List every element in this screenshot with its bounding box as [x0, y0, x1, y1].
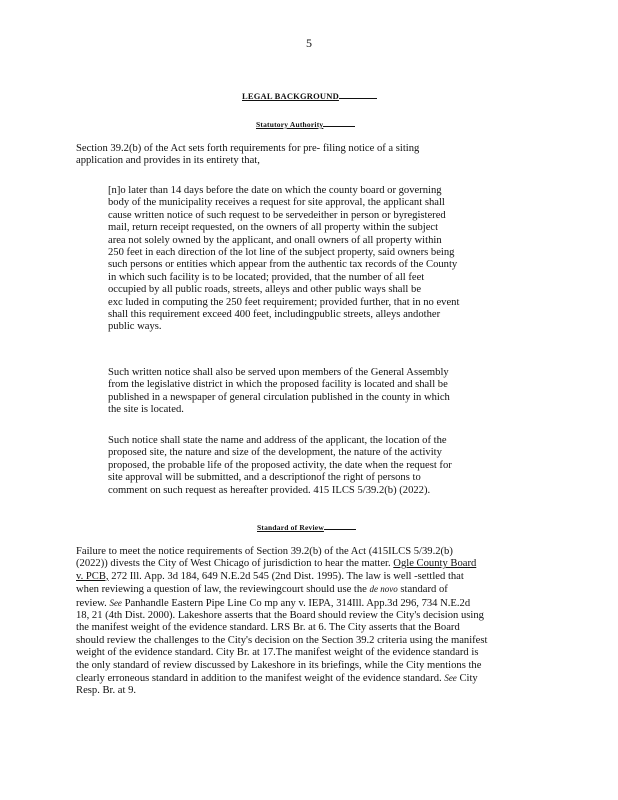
quote-line: such persons or entities which appear from the authentic tax records of the County [108, 259, 458, 271]
review-line [76, 571, 534, 583]
review-text: when reviewing a question of law, the reviewingcourt should use the [76, 584, 370, 596]
page-number: 5 [306, 36, 312, 50]
quote-line: comment on such request as hereafter provided. 415 ILCS 5/39.2(b) (2022). [108, 484, 431, 496]
review-line: 18, 21 (4th Dist. 2000). Lakeshore asserts that the Board should review the City's decision using [76, 610, 484, 622]
review-line [76, 597, 534, 610]
review-text: 272 Ill. App. 3d 184, 649 N.E.2d 545 (2nd Dist. 1995). The law is well -settled that [108, 570, 464, 582]
see-signal: See [109, 597, 122, 608]
review-line: weight of the evidence standard. City Br. at 17.The manifest weight of the evidence standard is [76, 647, 479, 659]
intro-line: application and provides in its entirety that, [76, 155, 260, 167]
quote-line: the site is located. [108, 404, 184, 416]
see-signal: See [444, 673, 457, 684]
review-text: standard of [397, 584, 448, 596]
review-text: clearly erroneous standard in addition to the manifest weight of the evidence standard. [76, 673, 445, 685]
quote-line: published in a newspaper of general circulation published in the county in which [108, 391, 450, 403]
review-text: Panhandle Eastern Pipe Line Co mp any v. IEPA, 314Ill. App.3d 296, 734 N.E.2d [121, 597, 471, 609]
quote-line: exc luded in computing the 250 feet requirement; provided further, that in no event [108, 296, 460, 308]
review-line [76, 672, 534, 685]
quote-line: 250 feet in each direction of the lot line of the subject property, said owners being [108, 247, 455, 259]
block-quote-general-assembly [108, 367, 501, 417]
quote-line: proposed, the probable life of the proposed activity, the date when the request for [108, 459, 452, 471]
quote-line: from the legislative district in which the proposed facility is located and shall be [108, 379, 448, 391]
quote-line: cause written notice of such request to be servedeither in person or byregistered [108, 209, 446, 221]
quote-line: public ways. [108, 321, 162, 333]
quote-line: area not solely owned by the applicant, and onall owners of all property within [108, 234, 442, 246]
heading-standard-of-review [257, 521, 356, 532]
quote-line: in which such facility is to be located; provided, that the number of all feet [108, 271, 425, 283]
block-quote-notice-requirements [108, 185, 501, 334]
case-citation-ogle-county-cont: v. PCB, [76, 570, 109, 582]
heading-legal-background-text: LEGAL BACKGROUND [242, 91, 339, 101]
review-line [76, 558, 534, 570]
quote-line: body of the municipality receives a request for site approval, the applicant shall [108, 197, 445, 209]
review-text: City [456, 673, 478, 685]
review-line [76, 583, 534, 596]
block-quote-notice-contents [108, 435, 501, 497]
review-line: should review the challenges to the City's decision on the Section 39.2 criteria using the manifest [76, 634, 488, 646]
heading-statutory-authority-text: Statutory Authority [256, 120, 324, 129]
quote-line: site approval will be submitted, and a descriptionof the right of persons to [108, 472, 421, 484]
intro-line: Section 39.2(b) of the Act sets forth requirements for pre- filing notice of a siting [76, 143, 420, 154]
review-line: Resp. Br. at 9. [76, 685, 137, 697]
review-text: (2022)) divests the City of West Chicago of jurisdiction to hear the matter. [76, 558, 394, 570]
review-line: the only standard of review discussed by Lakeshore in its briefings, while the City mentions the [76, 659, 482, 671]
review-line: Failure to meet the notice requirements of Section 39.2(b) of the Act (415ILCS 5/39.2(b) [76, 546, 453, 557]
intro-paragraph [76, 143, 494, 168]
de-novo-term: de novo [369, 584, 398, 595]
heading-standard-of-review-text: Standard of Review [257, 523, 324, 532]
quote-line: mail, return receipt requested, on the owners of all property within the subject [108, 222, 439, 234]
heading-statutory-authority [256, 118, 355, 129]
quote-line: [n]o later than 14 days before the date on which the county board or governing [108, 185, 442, 196]
review-text: review. [76, 597, 110, 609]
quote-line: Such notice shall state the name and address of the applicant, the location of the [108, 435, 447, 446]
quote-line: shall this requirement exceed 400 feet, includingpublic streets, alleys andother [108, 309, 441, 321]
case-citation-ogle-county: Ogle County Board [393, 558, 477, 570]
review-line: the manifest weight of the evidence standard. LRS Br. at 6. The City asserts that the Board [76, 622, 460, 634]
quote-line: Such written notice shall also be served upon members of the General Assembly [108, 367, 449, 378]
heading-legal-background [242, 90, 377, 101]
standard-of-review-paragraph [76, 546, 534, 698]
quote-line: occupied by all public roads, streets, alleys and other public ways shall be [108, 284, 422, 296]
quote-line: proposed site, the nature and size of the development, the nature of the activity [108, 447, 442, 459]
